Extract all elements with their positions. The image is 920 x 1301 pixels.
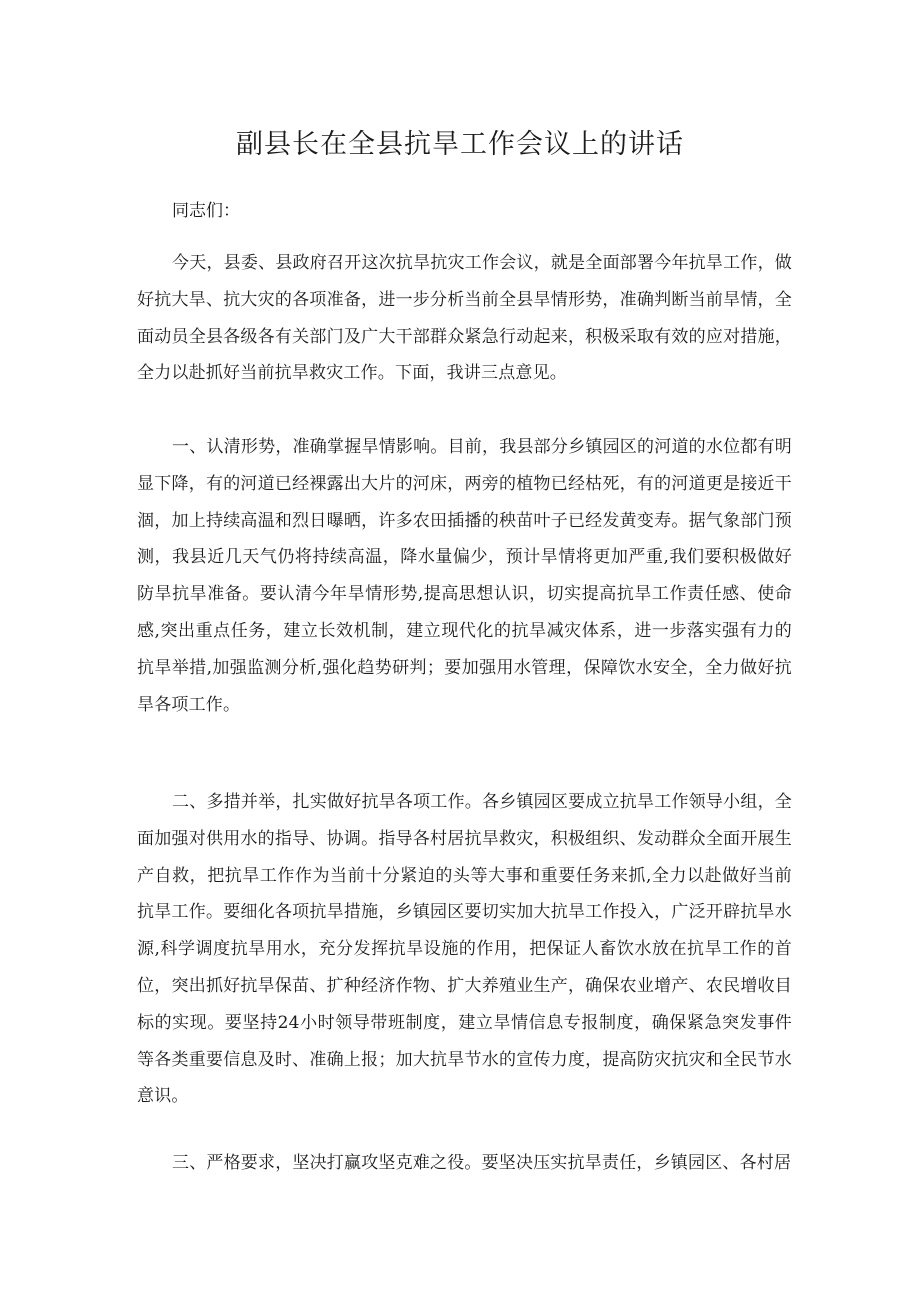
salutation: 同志们： bbox=[172, 201, 240, 221]
document-title: 副县长在全县抗旱工作会议上的讲话 bbox=[236, 129, 684, 160]
paragraph-section-two: 二、多措并举，扎实做好抗旱各项工作。各乡镇园区要成立抗旱工作领导小组，全面加强对供用水的指导、协调。指导各村居抗旱救灾，积极组织、发动群众全面开展生产自救，把抗旱工作作为当前十分紧迫的头等大事和重要任务来抓,全力以赴做好当前抗旱工作。要细化各项抗旱措施，乡镇园区要切实加大抗旱工作投入，广泛开辟抗旱水源,科学调度抗旱用水，充分发挥抗旱设施的作用，把保证人畜饮水放在抗旱工作的首位，突出抓好抗旱保苗、扩种经济作物、扩大养殖业生产，确保农业增产、农民增收目标的实现。要坚持24小时领导带班制度，建立旱情信息专报制度，确保紧急突发事件等各类重要信息及时、准确上报；加大抗旱节水的宣传力度，提高防灾抗灾和全民节水意识。 bbox=[137, 792, 792, 1107]
paragraph-intro: 今天，县委、县政府召开这次抗旱抗灾工作会议，就是全面部署今年抗旱工作，做好抗大旱、抗大灾的各项准备，进一步分析当前全县旱情形势，准确判断当前旱情，全面动员全县各级各有关部门及广大干部群众紧急行动起来，积极采取有效的应对措施，全力以赴抓好当前抗旱救灾工作。下面，我讲三点意见。 bbox=[137, 253, 792, 384]
paragraph-section-three: 三、严格要求，坚决打赢攻坚克难之役。要坚决压实抗旱责任，乡镇园区、各村居 bbox=[172, 1153, 792, 1173]
paragraph-section-one: 一、认清形势，准确掌握旱情影响。目前，我县部分乡镇园区的河道的水位都有明显下降，有的河道已经裸露出大片的河床，两旁的植物已经枯死，有的河道更是接近干涸，加上持续高温和烈日曝晒，许多农田插播的秧苗叶子已经发黄变寿。据气象部门预测，我县近几天气仍将持续高温，降水量偏少，预计旱情将更加严重,我们要积极做好防旱抗旱准备。要认清今年旱情形势,提高思想认识，切实提高抗旱工作责任感、使命感,突出重点任务，建立长效机制，建立现代化的抗旱减灾体系，进一步落实强有力的抗旱举措,加强监测分析,强化趋势研判；要加强用水管理，保障饮水安全，全力做好抗旱各项工作。 bbox=[137, 437, 792, 715]
